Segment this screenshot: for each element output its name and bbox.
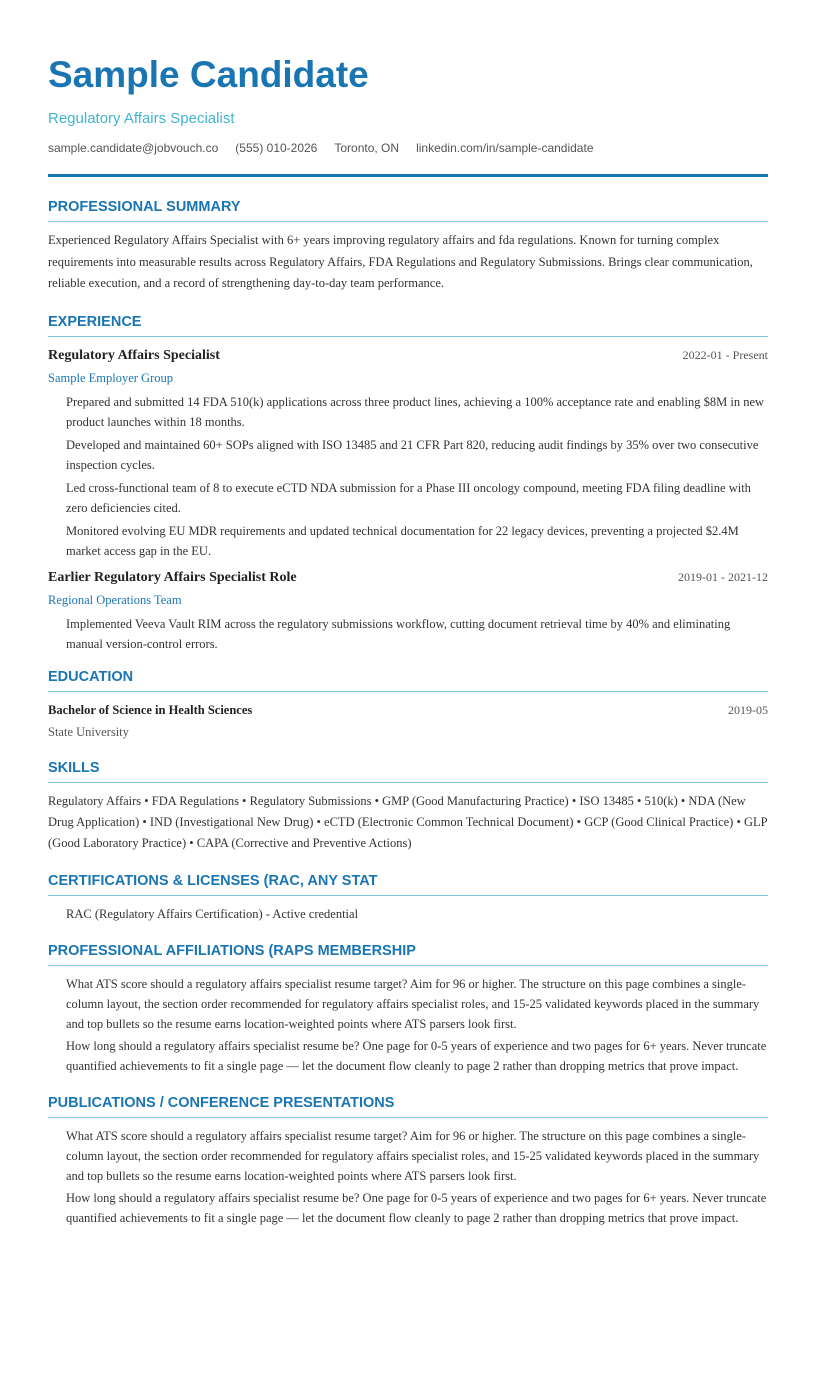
list-item: Implemented Veeva Vault RIM across the regulatory submissions workflow, cutting document retrieval time by 40% and eliminating manual version-control errors. [66,616,731,651]
list-item: Monitored evolving EU MDR requirements and updated technical documentation for 22 legacy devices, preventing a projected $2.4M market access gap in the EU. [66,523,739,558]
certifications-section [48,871,768,923]
list-item: Developed and maintained 60+ SOPs aligned with ISO 13485 and 21 CFR Part 820, reducing audit findings by 35% over two consecutive inspection cycles. [66,437,759,472]
list-item: Led cross-functional team of 8 to execute eCTD NDA submission for a Phase III oncology compound, meeting FDA filing deadline with zero deficiencies cited. [66,480,751,515]
degree: Bachelor of Science in Health Sciences [48,702,253,717]
job-dates: 2019-01 - 2021-12 [678,569,768,584]
job-company: Regional Operations Team [48,592,182,607]
list-item: What ATS score should a regulatory affairs specialist resume target? Aim for 96 or higher. The structure on this page combines a single-column layout, the section order recommended for regulatory affairs specialist roles, and 15-25 validated keywords placed in the summary and top bullets so the resume earns location-weighted points where ATS parsers look first. [66,1128,760,1183]
affiliations-list [48,974,768,1076]
resume-content [48,197,768,1230]
job-company: Sample Employer Group [48,370,173,385]
job-title: Earlier Regulatory Affairs Specialist Role [48,569,297,585]
list-item: Prepared and submitted 14 FDA 510(k) applications across three product lines, achieving a 100% acceptance rate and enabling $8M in new product launches within 18 months. [66,394,765,429]
publications-section [48,1093,768,1228]
affiliations-section [48,941,768,1076]
summary-section [48,197,768,295]
section-title: PROFESSIONAL SUMMARY [48,197,768,222]
header-divider [48,174,768,177]
contact-location: Toronto, ON [334,141,400,155]
section-title: EXPERIENCE [48,312,768,337]
summary-text: Experienced Regulatory Affairs Specialist with 6+ years improving regulatory affairs and fda regulations. Known for turning complex requirements into measurable results across Regulatory Affairs, FDA Regulations and Regulatory Submissions. Brings clear communication, reliable execution, and a record of strengthening day-to-day team performance. [48,233,753,290]
job-entry [48,568,768,654]
job-title: Regulatory Affairs Specialist [48,347,220,363]
job-bullets [48,614,768,654]
job-header [48,346,768,366]
section-title: SKILLS [48,758,768,783]
candidate-headline: Regulatory Affairs Specialist [48,110,235,127]
certification-item: RAC (Regulatory Affairs Certification) - Active credential [66,906,359,921]
school: State University [48,724,129,739]
section-title: PROFESSIONAL AFFILIATIONS (RAPS MEMBERSHIP [48,941,768,966]
section-title: EDUCATION [48,667,768,692]
job-bullets [48,392,768,561]
list-item: How long should a regulatory affairs specialist resume be? One page for 0-5 years of experience and two pages for 6+ years. Never truncate quantified achievements to fit a single page — let the document flow cleanly to page 2 rather than dropping metrics that prove impact. [66,1190,767,1225]
job-entry [48,346,768,561]
job-dates: 2022-01 - Present [682,347,768,362]
education-header [48,701,768,719]
section-title: PUBLICATIONS / CONFERENCE PRESENTATIONS [48,1093,768,1118]
experience-section [48,312,768,654]
contact-email: sample.candidate@jobvouch.co [48,141,219,155]
education-date: 2019-05 [728,702,768,717]
skills-section [48,758,768,854]
contact-line [48,141,594,156]
contact-linkedin: linkedin.com/in/sample-candidate [416,141,594,155]
job-header [48,568,768,588]
section-title: CERTIFICATIONS & LICENSES (RAC, ANY STAT [48,871,768,896]
contact-phone: (555) 010-2026 [235,141,318,155]
publications-list [48,1126,768,1228]
list-item: What ATS score should a regulatory affairs specialist resume target? Aim for 96 or higher. The structure on this page combines a single-column layout, the section order recommended for regulatory affairs specialist roles, and 15-25 validated keywords placed in the summary and top bullets so the resume earns location-weighted points where ATS parsers look first. [66,976,760,1031]
candidate-name: Sample Candidate [48,54,369,95]
skills-text: Regulatory Affairs • FDA Regulations • Regulatory Submissions • GMP (Good Manufacturing Practice) • ISO 13485 • 510(k) • NDA (New Drug Application) • IND (Investigational New Drug) • eCTD (Electronic Common Technical Document) • GCP (Good Clinical Practice) • GLP (Good Laboratory Practice) • CAPA (Corrective and Preventive Actions) [48,793,768,850]
education-section [48,667,768,741]
list-item: How long should a regulatory affairs specialist resume be? One page for 0-5 years of experience and two pages for 6+ years. Never truncate quantified achievements to fit a single page — let the document flow cleanly to page 2 rather than dropping metrics that prove impact. [66,1038,767,1073]
